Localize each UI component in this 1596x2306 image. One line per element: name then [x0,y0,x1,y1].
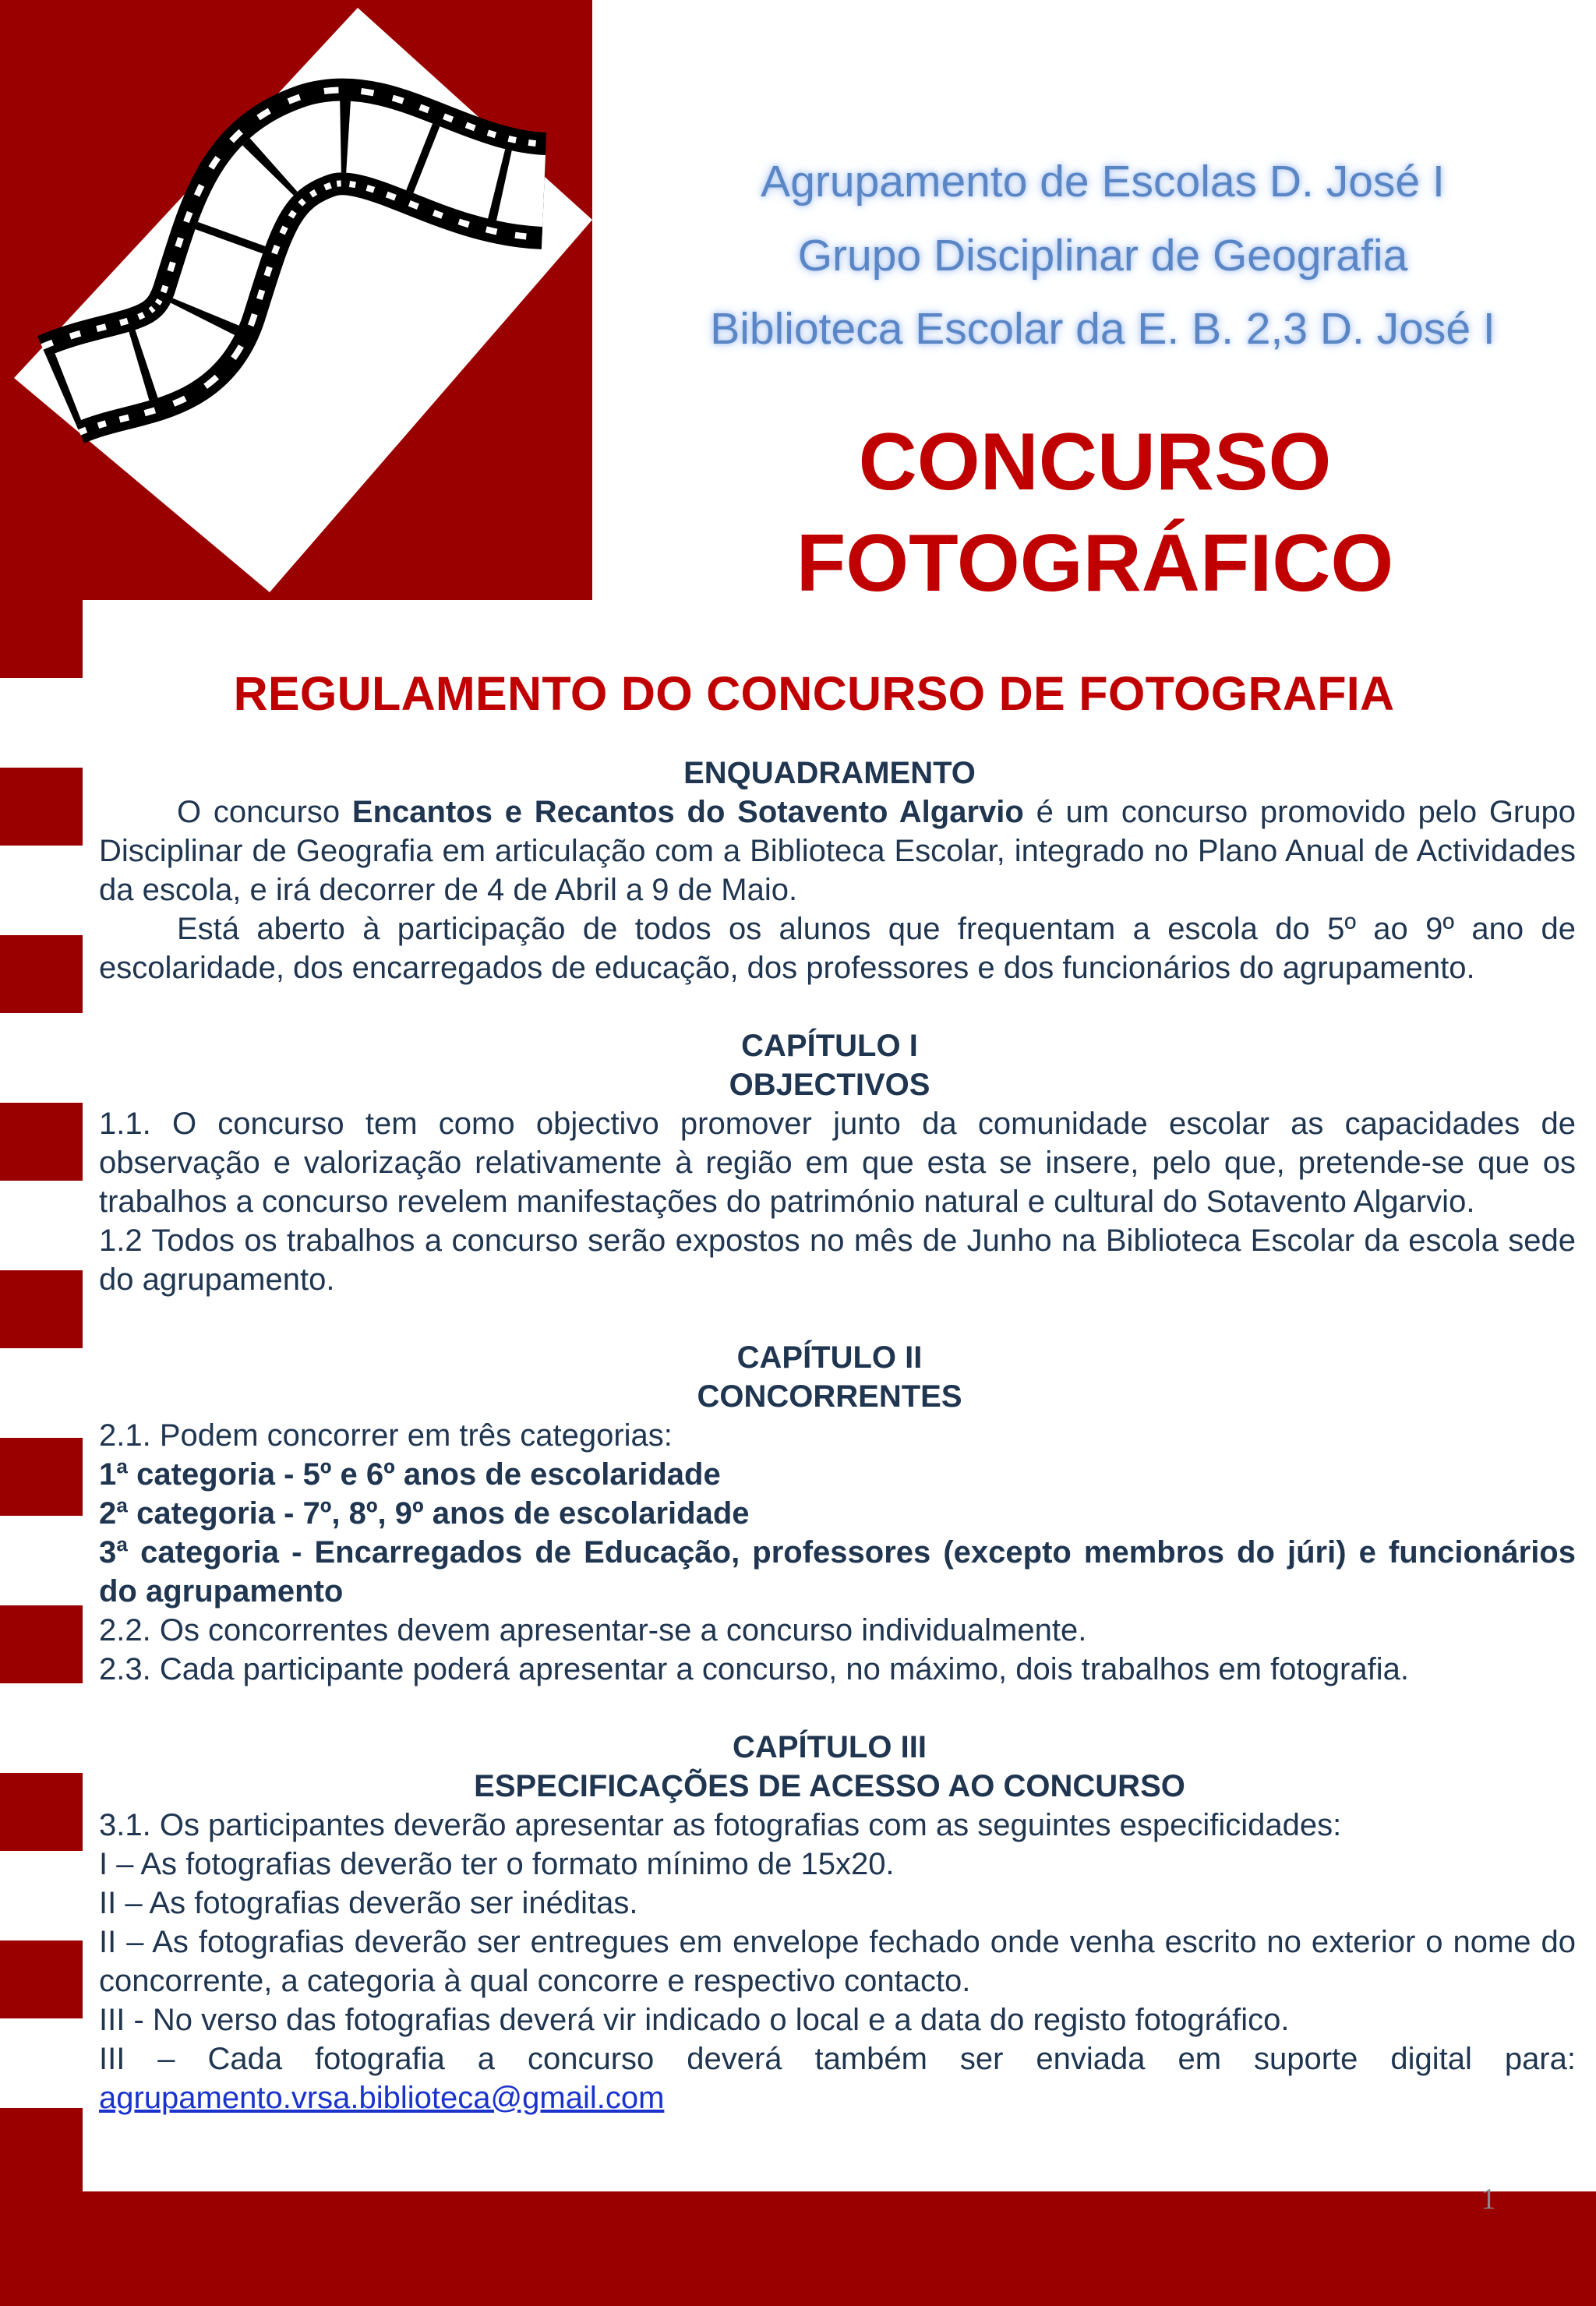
rule-item: 2.1. Podem concorrer em três categorias: [99,1418,673,1453]
spec-item: III - No verso das fotografias deverá vir indicado o local e a data do registo fotográfico. [99,2003,1290,2037]
department-name: Grupo Disciplinar de Geografia [797,231,1408,281]
spec-item: III – Cada fotografia a concurso deverá também ser enviada em suporte digital para: [99,2042,1576,2076]
section-heading: ENQUADRAMENTO [683,756,976,790]
category-item: 3ª categoria - Encarregados de Educação, professores (excepto membros do júri) e funcionários do agrupamento [99,1535,1576,1609]
margin-stripe [0,1605,83,1683]
margin-stripe [0,935,83,1013]
spec-item: I – As fotografias deverão ter o formato mínimo de 15x20. [99,1847,895,1881]
rule-item: 3.1. Os participantes deverão apresentar as fotografias com as seguintes especificidades: [99,1808,1342,1842]
margin-stripe [0,768,83,846]
rule-item: 2.2. Os concorrentes devem apresentar-se a concurso individualmente. [99,1613,1087,1647]
rule-item: 1.1. O concurso tem como objectivo promover junto da comunidade escolar as capacidades de observação e valorização relativamente à região em que esta se insere, pelo que, pretende-se que os trabalhos a concurso revelem manifestações do património natural e cultural do Sotavento Algarvio. [99,1107,1576,1219]
library-name: Biblioteca Escolar da E. B. 2,3 D. José I [710,304,1495,354]
margin-stripe [0,1270,83,1348]
contest-name: Encantos e Recantos do Sotavento Algarvio [351,795,1024,829]
rule-item: 1.2 Todos os trabalhos a concurso serão expostos no mês de Junho na Biblioteca Escolar da escola sede do agrupamento. [99,1224,1576,1297]
category-item: 1ª categoria - 5º e 6º anos de escolaridade [99,1457,721,1492]
film-strip-icon [14,8,592,592]
category-item: 2ª categoria - 7º, 8º, 9º anos de escolaridade [99,1496,750,1531]
footer-red-band [0,2191,1596,2306]
regulation-title: REGULAMENTO DO CONCURSO DE FOTOGRAFIA [233,667,1395,720]
chapter-subheading: ESPECIFICAÇÕES DE ACESSO AO CONCURSO [474,1769,1185,1803]
chapter-heading: CAPÍTULO III [733,1730,927,1764]
chapter-heading: CAPÍTULO I [741,1029,918,1063]
margin-stripe [0,1103,83,1181]
document-body [99,669,1576,2117]
contest-title-line-1: CONCURSO [858,417,1332,507]
margin-stripe [0,1773,83,1851]
email-link[interactable]: agrupamento.vrsa.biblioteca@gmail.com [99,2081,665,2115]
spec-item: II – As fotografias deverão ser inéditas. [99,1886,638,1920]
chapter-subheading: OBJECTIVOS [729,1068,930,1102]
margin-stripe [0,600,83,678]
paragraph: O concurso Encantos e Recantos do Sotavento Algarvio é um concurso promovido pelo Grupo Disciplinar de Geografia em articulação com a Biblioteca Escolar, integrado no Plano Anual de Actividades da escola, e irá decorrer de 4 de Abril a 9 de Maio. [99,795,1576,907]
margin-stripe [0,1438,83,1516]
rule-item: 2.3. Cada participante poderá apresentar a concurso, no máximo, dois trabalhos em fotografia. [99,1652,1409,1686]
contest-title-line-2: FOTOGRÁFICO [796,518,1394,609]
chapter-subheading: CONCORRENTES [697,1379,962,1414]
chapter-heading: CAPÍTULO II [736,1340,923,1375]
margin-stripe [0,2108,83,2191]
school-group-name: Agrupamento de Escolas D. José I [761,157,1445,207]
paragraph: Está aberto à participação de todos os alunos que frequentam a escola do 5º ao 9º ano de escolaridade, dos encarregados de educação, dos professores e dos funcionários do agrupamento. [99,912,1576,985]
page-number: 1 [1481,2183,1496,2216]
spec-item: II – As fotografias deverão ser entregues em envelope fechado onde venha escrito no exterior o nome do concorrente, a categoria à qual concorre e respectivo contacto. [99,1925,1576,1998]
margin-stripe [0,1941,83,2018]
